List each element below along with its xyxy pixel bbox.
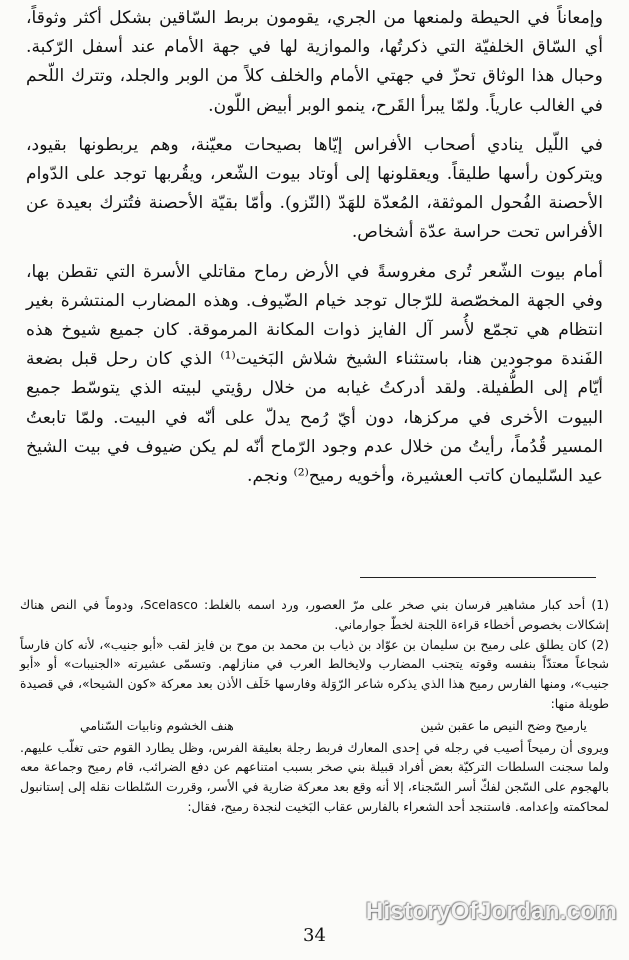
footnotes	[20, 595, 609, 817]
main-text	[26, 4, 603, 491]
poem-verse	[20, 714, 609, 738]
footnote-2-continued: ويروى أن رميحاً أصيب في رجله في إحدى المعارك فربط رجلة بعليقة الفرس، وظل يطارد القوم حتى تغلّب عليهم. ولما سجنت السلطات التركيّة بعض أفراد قبيلة بني صخر بسبب امتناعهم عن دفع الضرائب، قام رميح وجماعة معه بالهجوم على السّجن لفكّ أسر السّجناء، إلا أنه وقع بعد معركة ضارية في الأسر، وقررت السّلطات نقله إلى إستانبول لمحاكمته وإعدامه. فاستنجد أحد الشعراء بالفارس عقاب البَخيت لنجدة رميح، فقال:	[20, 739, 609, 814]
verse-first-hemistich: يارميح وضح النيص ما عقبن شين	[420, 717, 587, 733]
footnote-1: (1) أحد كبار مشاهير فرسان بني صخر على مرّ العصور، ورد اسمه بالغلط: Scelasco، ودوماً في النص هناك إشكالات بخصوص أخطاء قراءة اللجنة لخطّ جوارماني.	[20, 597, 609, 632]
verse-second-hemistich: هنف الخشوم ونابيات السّنامي	[80, 717, 234, 733]
page-number: 34	[303, 925, 326, 946]
paragraph-2: في اللّيل ينادي أصحاب الأفراس إيّاها بصيحات معيّنة، وهم يربطونها بقيود، ويتركون رأسها طليقاً. ويعقلونها إلى أوتاد بيوت الشّعر، ويقُربها توجد على الدّوام الأحصنة الفُحول الموثقة، المُعدّة للهَدّ (النّزو). وأمّا بقيّة الأحصنة فتُترك بعيدة عن الأفراس تحت حراسة عدّة أشخاص.	[26, 134, 603, 243]
footnote-2: (2) كان يطلق على رميح بن سليمان بن عوّاد بن ذياب بن محمد بن موح بن فايز لقب «أبو جنيب»، لأنه كان فارساً شجاعاً معتدّاً بنفسه وقوته يتجنب المضارب ولايخالط العرب في منازلهم. وتسمّى عشيرته «الجنيبات» أو «أبو جنيب»، ومنها الفارس رميح هذا الذي يذكره شاعر الرّوَلة وفارسها خَلَف الأذن بعد معركة «كون الشيحا»، في قصيدة طويلة منها:	[20, 636, 609, 711]
footnote-separator	[360, 577, 596, 578]
paragraph-3: أمام بيوت الشّعر تُرى مغروسةً في الأرض رماح مقاتلي الأسرة التي تقطن بها، وفي الجهة المخصّصة للرّجال توجد خيام الضّيوف. وهذه المضارب المنتشرة بغير انتظام هي تجمّع لأُسر آل الفايز ذوات المكانة المرموقة. كان جميع شيوخ هذه الفَندة موجودين هنا، باستثناء الشيخ شلاش البَخيت⁽¹⁾ الذي كان رحل قبل بضعة أيّام إلى الطُّفيلة. ولقد أدركتُ غيابه من خلال رؤيتي لبيته الذي يتوسّط جميع البيوت الأخرى في مركزها، دون أيّ رُمح يدلّ على أنّه في البيت. ولمّا تابعتُ المسير قُدُماً، رأيتُ من خلال عدم وجود الرّماح أنّه لم يكن ضيوف في بيت الشيخ عيد السّليمان كاتب العشيرة، وأخويه رميح⁽²⁾ ونجم.	[26, 261, 603, 487]
watermark-logo: HistoryOfJordan.com	[365, 898, 617, 925]
paragraph-1: وإمعاناً في الحيطة ولمنعها من الجري، يقومون بربط السّاقين بشكل أكثر وثوقاً، أي السّاق الخلفيّة التي ذكرتُها، والموازية لها في جهة الأمام عند أسفل الرّكبة. وحبال هذا الوثاق تحزّ في جهتي الأمام والخلف كلاً من الوبر والجلد، وتترك اللّحم في الغالب عارياً. ولمّا يبرأ القَرح، ينمو الوبر أبيض اللّون.	[26, 8, 603, 116]
